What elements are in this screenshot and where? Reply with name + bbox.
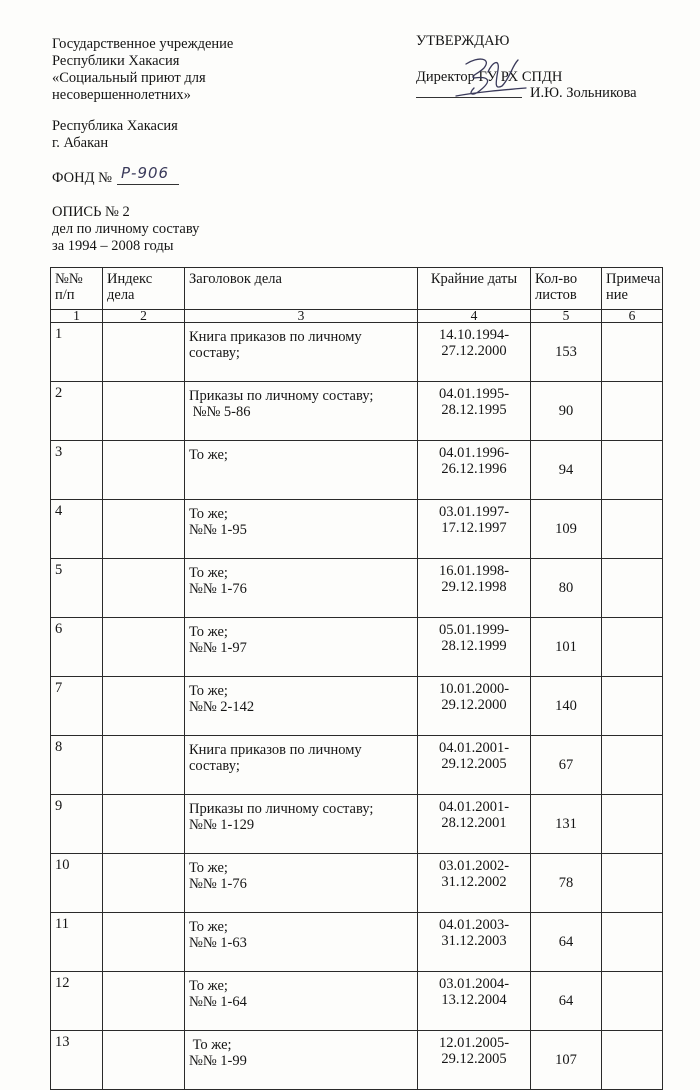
cell-line: №№ 1-129 (189, 817, 255, 833)
table-row (51, 618, 663, 677)
cell-line: №№ 1-76 (189, 581, 247, 597)
org-line: несовершеннолетних» (52, 87, 191, 103)
row-index (103, 795, 185, 854)
cell-line: 31.12.2003 (441, 933, 507, 949)
cell-line: №№ 1-63 (189, 935, 247, 951)
row-dates (418, 736, 531, 795)
fond-number: Р-906 (121, 164, 170, 182)
header-note: Примеча ние (602, 268, 663, 310)
row-sheet-count: 107 (531, 1031, 602, 1090)
row-number: 10 (51, 854, 103, 913)
table-row (51, 972, 663, 1031)
cell-line: №№ 5-86 (189, 404, 251, 420)
cell-line: 10.01.2000- (438, 681, 510, 697)
row-dates (418, 500, 531, 559)
row-dates (418, 559, 531, 618)
row-number: 2 (51, 382, 103, 441)
cell-line: 27.12.2000 (441, 343, 507, 359)
inventory-title (52, 204, 199, 255)
cell-line: №№ 1-95 (189, 522, 247, 538)
row-index (103, 854, 185, 913)
row-title (185, 441, 418, 500)
signer-name: И.Ю. Зольникова (530, 85, 637, 101)
location-line: Республика Хакасия (52, 118, 178, 134)
row-dates (418, 913, 531, 972)
cell-line: Книга приказов по личному (189, 329, 362, 345)
cell-line: То же; (189, 506, 228, 522)
col-number: 4 (418, 310, 531, 323)
row-sheet-count: 94 (531, 441, 602, 500)
row-note (602, 972, 663, 1031)
cell-line: №№ 1-99 (189, 1053, 247, 1069)
row-index (103, 677, 185, 736)
cell-line: 04.01.2003- (438, 917, 510, 933)
row-number: 4 (51, 500, 103, 559)
col-number: 1 (51, 310, 103, 323)
col-number: 3 (185, 310, 418, 323)
cell-line: 04.01.2001- (438, 799, 510, 815)
row-note (602, 795, 663, 854)
table-row (51, 1031, 663, 1090)
table-row (51, 441, 663, 500)
row-index (103, 1031, 185, 1090)
cell-line: 29.12.2005 (441, 756, 507, 772)
cell-line: №№ 1-97 (189, 640, 247, 656)
row-dates (418, 1031, 531, 1090)
table-row (51, 795, 663, 854)
cell-line: 28.12.1999 (441, 638, 507, 654)
row-note (602, 500, 663, 559)
row-dates (418, 618, 531, 677)
row-index (103, 500, 185, 559)
table-row (51, 913, 663, 972)
inventory-table (50, 267, 662, 1090)
table-row (51, 382, 663, 441)
row-note (602, 323, 663, 382)
row-number: 6 (51, 618, 103, 677)
row-note (602, 441, 663, 500)
table-row (51, 323, 663, 382)
approval-stamp-text: УТВЕРЖДАЮ (416, 33, 510, 49)
row-number: 7 (51, 677, 103, 736)
cell-line: №№ 1-64 (189, 994, 247, 1010)
row-index (103, 736, 185, 795)
row-number: 13 (51, 1031, 103, 1090)
cell-line: 29.12.2005 (441, 1051, 507, 1067)
row-note (602, 382, 663, 441)
location-line: г. Абакан (52, 135, 109, 151)
cell-line: 17.12.1997 (441, 520, 507, 536)
row-note (602, 854, 663, 913)
table-row (51, 677, 663, 736)
cell-line: составу; (189, 345, 240, 361)
row-title (185, 972, 418, 1031)
row-dates (418, 854, 531, 913)
cell-line: То же; (189, 919, 228, 935)
row-note (602, 736, 663, 795)
row-number: 12 (51, 972, 103, 1031)
cell-line: №№ 1-76 (189, 876, 247, 892)
row-number: 1 (51, 323, 103, 382)
cell-line: 28.12.2001 (441, 815, 507, 831)
row-title (185, 559, 418, 618)
row-title (185, 736, 418, 795)
row-index (103, 382, 185, 441)
cell-line: То же; (189, 624, 228, 640)
cell-line: То же; (189, 565, 228, 581)
row-index (103, 441, 185, 500)
row-sheet-count: 67 (531, 736, 602, 795)
header-title: Заголовок дела (185, 268, 418, 310)
organization-name (52, 36, 233, 104)
table-row (51, 736, 663, 795)
cell-line: составу; (189, 758, 240, 774)
cell-line: 04.01.1995- (438, 386, 510, 402)
row-number: 8 (51, 736, 103, 795)
row-title (185, 618, 418, 677)
header-dates: Крайние даты (418, 268, 531, 310)
opis-line: за 1994 – 2008 годы (52, 238, 174, 254)
row-title (185, 1031, 418, 1090)
row-title (185, 854, 418, 913)
row-index (103, 972, 185, 1031)
row-title (185, 795, 418, 854)
table-row (51, 559, 663, 618)
row-index (103, 618, 185, 677)
table-row (51, 854, 663, 913)
row-note (602, 677, 663, 736)
cell-line: 14.10.1994- (438, 327, 510, 343)
cell-line: То же; (189, 978, 228, 994)
row-dates (418, 382, 531, 441)
row-title (185, 677, 418, 736)
row-number: 3 (51, 441, 103, 500)
header-index: Индекс дела (103, 268, 185, 310)
cell-line: 05.01.1999- (438, 622, 510, 638)
col-number: 6 (602, 310, 663, 323)
handwritten-signature (448, 52, 528, 102)
table-row (51, 500, 663, 559)
cell-line: 04.01.2001- (438, 740, 510, 756)
cell-line: То же; (189, 447, 228, 463)
director-title: Директор ГУ РХ СПДН (416, 69, 563, 85)
cell-line: 03.01.2002- (438, 858, 510, 874)
row-title (185, 323, 418, 382)
opis-line: ОПИСЬ № 2 (52, 204, 130, 220)
cell-line: №№ 2-142 (189, 699, 255, 715)
cell-line: 12.01.2005- (438, 1035, 510, 1051)
row-title (185, 500, 418, 559)
row-dates (418, 972, 531, 1031)
col-number: 2 (103, 310, 185, 323)
row-title (185, 913, 418, 972)
row-sheet-count: 78 (531, 854, 602, 913)
row-number: 9 (51, 795, 103, 854)
table-header-row (51, 268, 663, 310)
header-count: Кол-во листов (531, 268, 602, 310)
row-sheet-count: 64 (531, 913, 602, 972)
row-sheet-count: 90 (531, 382, 602, 441)
row-sheet-count: 64 (531, 972, 602, 1031)
row-sheet-count: 140 (531, 677, 602, 736)
row-note (602, 913, 663, 972)
cell-line: 13.12.2004 (441, 992, 507, 1008)
row-sheet-count: 131 (531, 795, 602, 854)
cell-line: Книга приказов по личному (189, 742, 362, 758)
row-title (185, 382, 418, 441)
header-number: №№ п/п (51, 268, 103, 310)
row-number: 11 (51, 913, 103, 972)
col-number: 5 (531, 310, 602, 323)
row-dates (418, 795, 531, 854)
cell-line: Приказы по личному составу; (189, 801, 374, 817)
cell-line: 29.12.2000 (441, 697, 507, 713)
cell-line: Приказы по личному составу; (189, 388, 374, 404)
cell-line: То же; (189, 860, 228, 876)
location (52, 118, 178, 152)
signature-line (416, 97, 522, 98)
cell-line: 03.01.2004- (438, 976, 510, 992)
row-dates (418, 441, 531, 500)
row-dates (418, 677, 531, 736)
cell-line: То же; (189, 683, 228, 699)
row-note (602, 559, 663, 618)
row-index (103, 323, 185, 382)
cell-line: 29.12.1998 (441, 579, 507, 595)
cell-line: То же; (189, 1037, 232, 1053)
row-number: 5 (51, 559, 103, 618)
row-dates (418, 323, 531, 382)
row-index (103, 913, 185, 972)
cell-line: 28.12.1995 (441, 402, 507, 418)
org-line: Государственное учреждение (52, 36, 234, 52)
fond-label: ФОНД № (52, 170, 112, 186)
org-line: «Социальный приют для (52, 70, 206, 86)
org-line: Республики Хакасия (52, 53, 180, 69)
row-sheet-count: 109 (531, 500, 602, 559)
row-index (103, 559, 185, 618)
row-sheet-count: 153 (531, 323, 602, 382)
opis-line: дел по личному составу (52, 221, 200, 237)
row-note (602, 618, 663, 677)
cell-line: 04.01.1996- (438, 445, 510, 461)
row-note (602, 1031, 663, 1090)
fond-underline (117, 184, 179, 185)
column-number-row (51, 310, 663, 323)
cell-line: 31.12.2002 (441, 874, 507, 890)
cell-line: 26.12.1996 (441, 461, 507, 477)
cell-line: 16.01.1998- (438, 563, 510, 579)
row-sheet-count: 80 (531, 559, 602, 618)
row-sheet-count: 101 (531, 618, 602, 677)
cell-line: 03.01.1997- (438, 504, 510, 520)
